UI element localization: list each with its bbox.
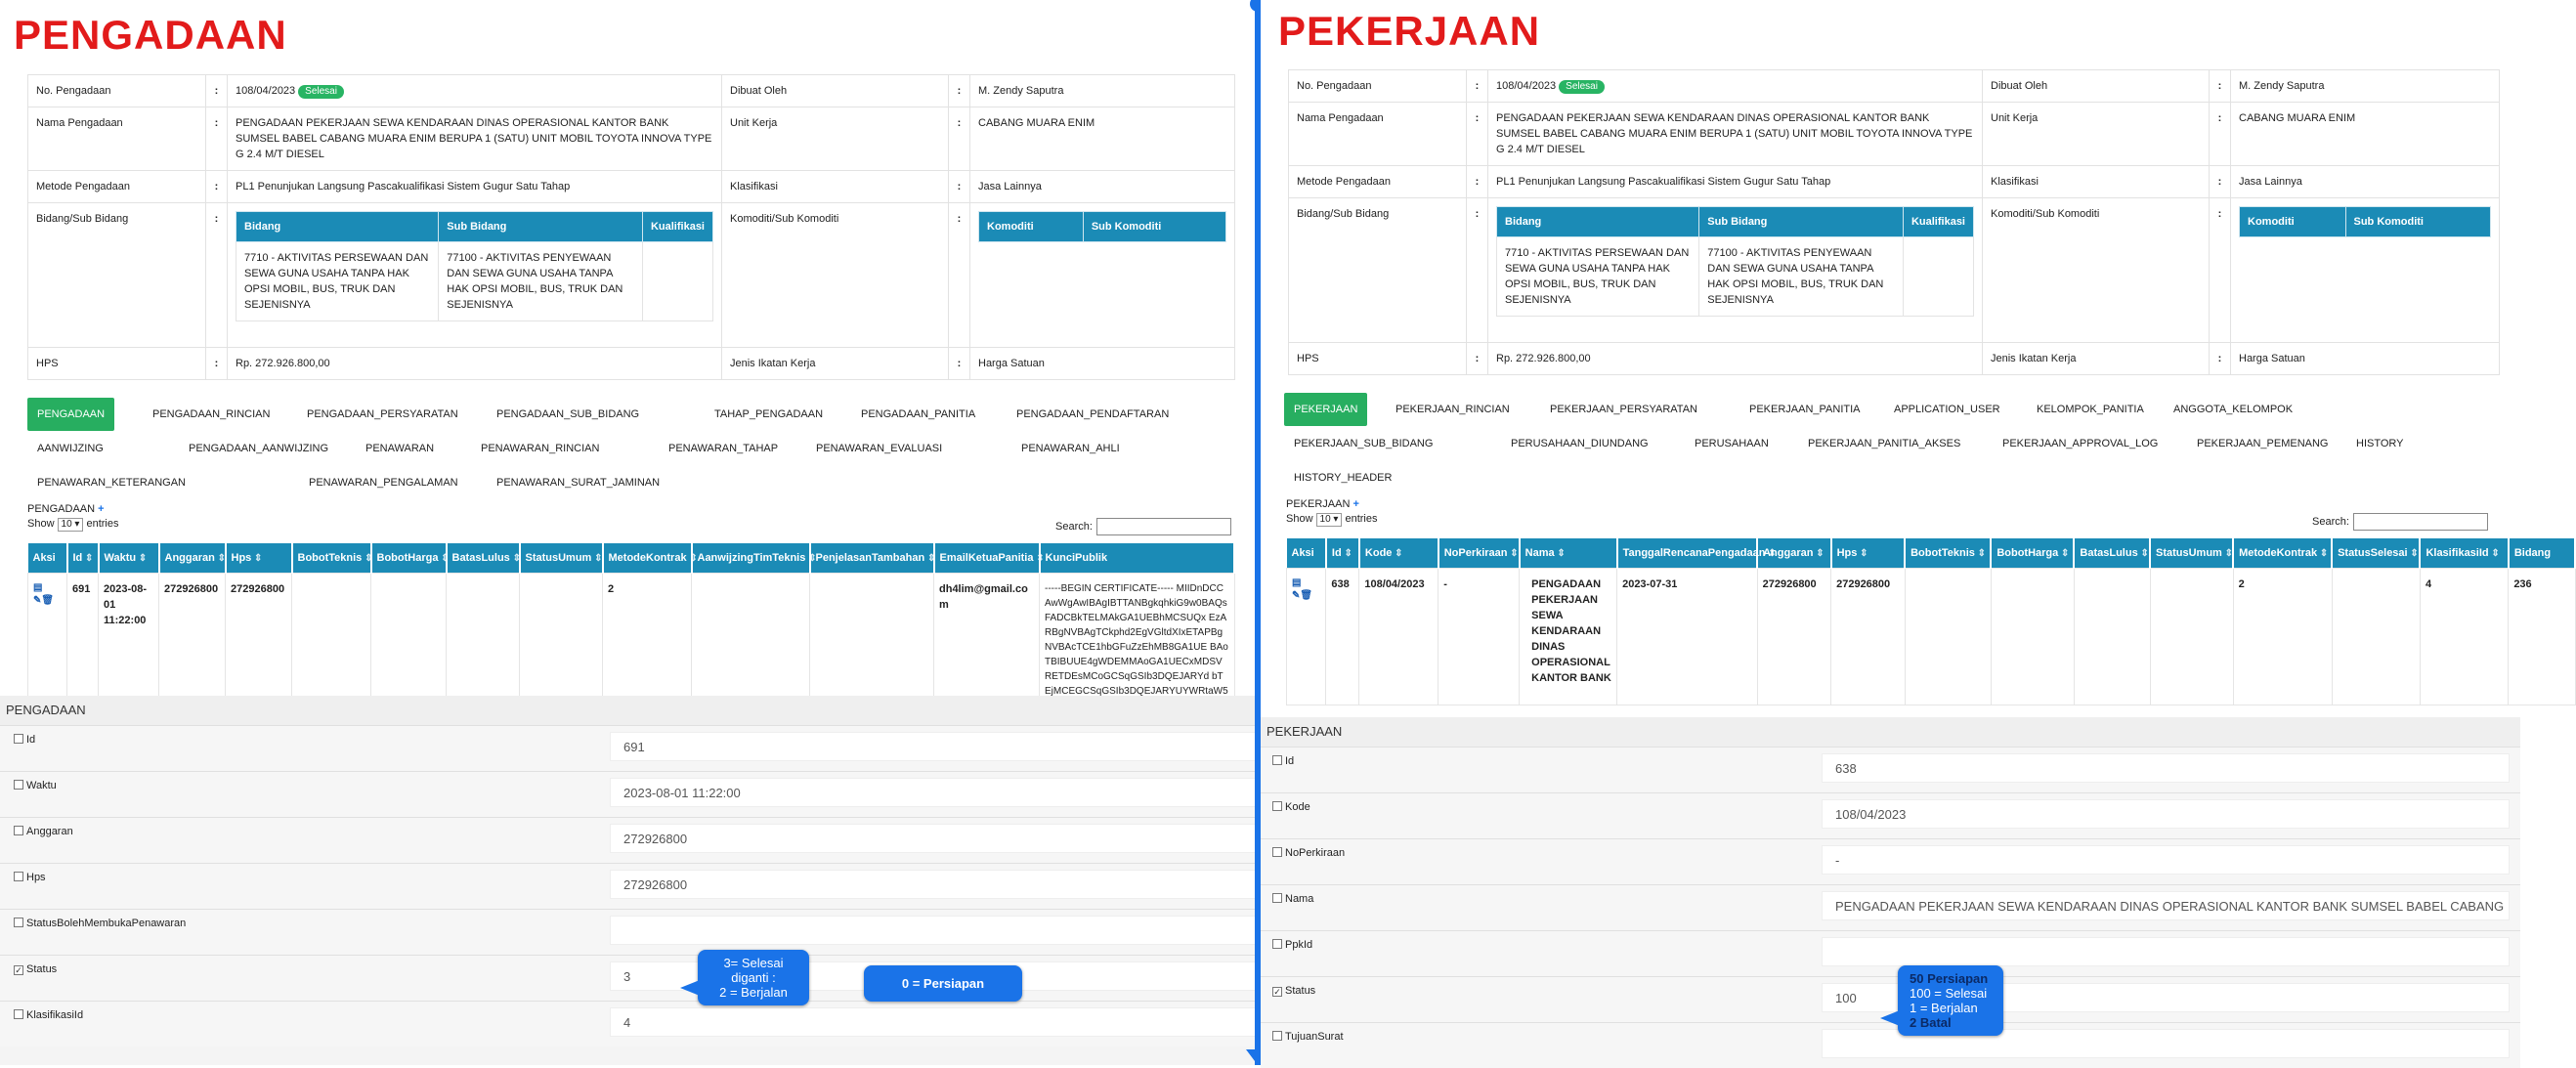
- column-header[interactable]: Anggaran ⇕: [1757, 538, 1830, 568]
- value: CABANG MUARA ENIM: [970, 107, 1235, 171]
- bidang-table: [1496, 206, 1974, 317]
- column-header: Aksi: [1287, 538, 1326, 568]
- cell: 4: [2420, 568, 2508, 705]
- tab-penawaran-surat-jaminan[interactable]: PENAWARAN_SURAT_JAMINAN: [496, 477, 661, 489]
- cell: -----BEGIN CERTIFICATE----- MIIDnDCCAwWgAwIBAgIBTTANBgkqhkiG9w0BAQsFADCBkTELMAkGA1UEBhMCSUQx EzARBgNVBAgTCkphd2EgVGltdXIxETAPBgNVBAcTCE1hbGFuZzEhMB8GA1UE BAoTBIBUUE4gWDEMMAoGA1UECxMDSVRETDEsMCoGCSqGSIb3DQEJARYd bTEjMCEGCSqGSIb3DQEJARYUYWRtaW5: [1040, 573, 1235, 750]
- cell: [1903, 237, 1973, 317]
- tab-penawaran-evaluasi[interactable]: PENAWARAN_EVALUASI: [816, 443, 943, 454]
- table-row: [1287, 568, 2576, 705]
- value: CABANG MUARA ENIM: [2231, 103, 2500, 166]
- field-checkbox[interactable]: [1272, 1031, 1282, 1041]
- column-header[interactable]: Hps ⇕: [226, 543, 292, 573]
- cell: [2332, 568, 2420, 705]
- left-panel-pengadaan: [0, 0, 1255, 1065]
- tab-pekerjaan-panitia-akses[interactable]: PEKERJAAN_PANITIA_AKSES: [1808, 438, 1961, 449]
- form-row: [1261, 930, 2520, 976]
- cell: 272926800: [1757, 568, 1830, 705]
- form-row: [0, 725, 1255, 771]
- cell: 236: [2509, 568, 2575, 705]
- tab-application-user[interactable]: APPLICATION_USER: [1894, 404, 2000, 415]
- field-label: Anggaran: [26, 826, 73, 837]
- field-label: Waktu: [26, 780, 57, 791]
- cell: dh4lim@gmail.com: [934, 573, 1040, 750]
- field-label: Status: [1285, 985, 1316, 997]
- field-input[interactable]: -: [1822, 845, 2510, 875]
- entries-label: entries: [1345, 513, 1378, 525]
- add-icon[interactable]: +: [98, 503, 105, 515]
- value: PL1 Penunjukan Langsung Pascakualifikasi Sistem Gugur Satu Tahap: [228, 171, 722, 203]
- field-checkbox[interactable]: [1272, 939, 1282, 949]
- tab-pengadaan-panitia[interactable]: PENGADAAN_PANITIA: [861, 408, 976, 420]
- field-input[interactable]: 4: [610, 1007, 1274, 1037]
- field-label: PpkId: [1285, 939, 1313, 951]
- column-header[interactable]: Waktu ⇕: [99, 543, 159, 573]
- cell: [2150, 568, 2233, 705]
- tab-pekerjaan-approval-log[interactable]: PEKERJAAN_APPROVAL_LOG: [2002, 438, 2159, 449]
- tab-pekerjaan-rincian[interactable]: PEKERJAAN_RINCIAN: [1395, 404, 1510, 415]
- search-label: Search:: [1055, 520, 1093, 533]
- annotation-callout: 3= Selesai diganti : 2 = Berjalan: [698, 950, 809, 1005]
- tab-kelompok-panitia[interactable]: KELOMPOK_PANITIA: [2037, 404, 2144, 415]
- edit-form: [0, 696, 1255, 1065]
- column-header[interactable]: BobotTeknis ⇕: [292, 543, 371, 573]
- tab-penawaran[interactable]: PENAWARAN: [365, 443, 435, 454]
- add-icon[interactable]: +: [1352, 498, 1359, 510]
- value: Rp. 272.926.800,00: [228, 348, 722, 380]
- column-header: Sub Bidang: [439, 212, 643, 242]
- tab-pengadaan-persyaratan[interactable]: PENGADAAN_PERSYARATAN: [307, 408, 458, 420]
- tab-pengadaan[interactable]: PENGADAAN: [27, 398, 114, 431]
- field-input[interactable]: 3: [610, 961, 1274, 991]
- cell: 108/04/2023: [1359, 568, 1438, 705]
- column-header[interactable]: Kode ⇕: [1359, 538, 1438, 568]
- cell: -: [1438, 568, 1520, 705]
- edit-icon[interactable]: ✎: [1292, 589, 1301, 601]
- column-header[interactable]: Id ⇕: [67, 543, 99, 573]
- search-label: Search:: [2312, 515, 2349, 528]
- label: Dibuat Oleh: [722, 75, 949, 107]
- value: PL1 Penunjukan Langsung Pascakualifikasi Sistem Gugur Satu Tahap: [1488, 166, 1983, 198]
- label: Jenis Ikatan Kerja: [722, 348, 949, 380]
- column-header[interactable]: StatusSelesai ⇕: [2332, 538, 2420, 568]
- right-panel-pekerjaan: [1261, 0, 2552, 1065]
- cell: 691: [67, 573, 99, 750]
- column-header[interactable]: Bidang: [2509, 538, 2575, 568]
- tab-anggota-kelompok[interactable]: ANGGOTA_KELOMPOK: [2173, 404, 2294, 415]
- field-input[interactable]: [1822, 937, 2510, 966]
- tab-pekerjaan[interactable]: PEKERJAAN: [1284, 393, 1367, 426]
- search-input[interactable]: [2353, 513, 2488, 531]
- value: PENGADAAN PEKERJAAN SEWA KENDARAAN DINAS OPERASIONAL KANTOR BANK SUMSEL BABEL CABANG MUARA ENIM BERUPA 1 (SATU) UNIT MOBIL TOYOTA INNOVA TYPE G 2.4 M/T DIESEL: [1488, 103, 1983, 166]
- field-checkbox[interactable]: [14, 826, 23, 835]
- form-row: [0, 771, 1255, 817]
- value: M. Zendy Saputra: [970, 75, 1235, 107]
- cell: 2: [2233, 568, 2332, 705]
- komoditi-table: [2239, 206, 2491, 237]
- value: Harga Satuan: [970, 348, 1235, 380]
- tab-pengadaan-aanwijzing[interactable]: PENGADAAN_AANWIJZING: [189, 443, 329, 454]
- form-row: [0, 955, 1255, 1001]
- label: Metode Pengadaan: [1289, 166, 1467, 198]
- status-badge: Selesai: [298, 85, 344, 99]
- column-header: Sub Komoditi: [2345, 207, 2491, 237]
- column-header: Aksi: [28, 543, 67, 573]
- cell: [2074, 568, 2150, 705]
- tab-pengadaan-sub-bidang[interactable]: PENGADAAN_SUB_BIDANG: [496, 408, 640, 420]
- cell: 638: [1326, 568, 1359, 705]
- cell: 7710 - AKTIVITAS PERSEWAAN DAN SEWA GUNA USAHA TANPA HAK OPSI MOBIL, BUS, TRUK DAN SEJENISNYA: [1497, 237, 1699, 317]
- tab-penawaran-ahli[interactable]: PENAWARAN_AHLI: [1021, 443, 1120, 454]
- tab-history[interactable]: HISTORY: [2356, 438, 2404, 449]
- column-header[interactable]: BatasLulus ⇕: [447, 543, 520, 573]
- label: No. Pengadaan: [1289, 70, 1467, 103]
- label: No. Pengadaan: [28, 75, 206, 107]
- cell: PENGADAAN PEKERJAAN SEWA KENDARAAN DINAS OPERASIONAL KANTOR BANK: [1520, 568, 1617, 705]
- column-header[interactable]: AanwijzingTimTeknis ⇕: [692, 543, 810, 573]
- form-row: [1261, 792, 2520, 838]
- column-header[interactable]: BobotHarga ⇕: [371, 543, 447, 573]
- value: Harga Satuan: [2231, 343, 2500, 375]
- cell: [1905, 568, 1991, 705]
- field-checkbox[interactable]: [14, 1009, 23, 1019]
- entries-select[interactable]: 10 ▾: [1316, 513, 1343, 527]
- entries-select[interactable]: 10 ▾: [58, 518, 84, 532]
- tab-tahap-pengadaan[interactable]: TAHAP_PENGADAAN: [714, 408, 824, 420]
- cell: 2023-07-31: [1617, 568, 1758, 705]
- value: 108/04/2023: [1496, 80, 1557, 92]
- field-input[interactable]: [610, 916, 1274, 945]
- field-label: Status: [26, 963, 58, 975]
- panel-title: PENGADAAN: [14, 12, 287, 58]
- value: PENGADAAN PEKERJAAN SEWA KENDARAAN DINAS OPERASIONAL KANTOR BANK SUMSEL BABEL CABANG MUARA ENIM BERUPA 1 (SATU) UNIT MOBIL TOYOTA INNOVA TYPE G 2.4 M/T DIESEL: [228, 107, 722, 171]
- label: Dibuat Oleh: [1983, 70, 2210, 103]
- tab-history-header[interactable]: HISTORY_HEADER: [1294, 472, 1393, 484]
- komoditi-table: [978, 211, 1226, 242]
- field-input[interactable]: 638: [1822, 753, 2510, 783]
- field-checkbox[interactable]: [1272, 801, 1282, 811]
- value: Jasa Lainnya: [2231, 166, 2500, 198]
- label: Bidang/Sub Bidang: [28, 203, 206, 348]
- column-header: Bidang: [1497, 207, 1699, 237]
- tab-penawaran-pengalaman[interactable]: PENAWARAN_PENGALAMAN: [309, 477, 458, 489]
- field-checkbox[interactable]: [1272, 755, 1282, 765]
- column-header[interactable]: BobotTeknis ⇕: [1905, 538, 1991, 568]
- column-header[interactable]: KlasifikasiId ⇕: [2420, 538, 2508, 568]
- column-header: Kualifikasi: [1903, 207, 1973, 237]
- column-header: Kualifikasi: [642, 212, 712, 242]
- show-label: Show: [1286, 513, 1313, 525]
- view-icon[interactable]: ▤: [1292, 577, 1302, 588]
- column-header: Komoditi: [2240, 207, 2346, 237]
- field-label: StatusBolehMembukaPenawaran: [26, 918, 187, 929]
- cell: 7710 - AKTIVITAS PERSEWAAN DAN SEWA GUNA USAHA TANPA HAK OPSI MOBIL, BUS, TRUK DAN SEJENISNYA: [236, 242, 439, 321]
- field-checkbox-checked[interactable]: ✓: [15, 965, 22, 975]
- field-label: KlasifikasiId: [26, 1009, 84, 1021]
- field-checkbox[interactable]: [14, 872, 23, 881]
- entries-label: entries: [86, 518, 119, 530]
- field-label: Id: [26, 734, 36, 746]
- field-label: Hps: [26, 872, 46, 883]
- field-label: Id: [1285, 755, 1295, 767]
- column-header[interactable]: Hps ⇕: [1831, 538, 1905, 568]
- annotation-callout: 50 Persiapan 100 = Selesai 1 = Berjalan 2 Batal: [1898, 965, 2003, 1036]
- label: Bidang/Sub Bidang: [1289, 198, 1467, 343]
- field-checkbox[interactable]: [14, 780, 23, 790]
- form-row: [1261, 1022, 2520, 1068]
- field-input[interactable]: 108/04/2023: [1822, 799, 2510, 829]
- label: HPS: [1289, 343, 1467, 375]
- tab-penawaran-tahap[interactable]: PENAWARAN_TAHAP: [668, 443, 779, 454]
- form-row: [1261, 838, 2520, 884]
- tab-penawaran-keterangan[interactable]: PENAWARAN_KETERANGAN: [37, 477, 186, 489]
- tab-penawaran-rincian[interactable]: PENAWARAN_RINCIAN: [481, 443, 600, 454]
- cell: 272926800: [1831, 568, 1905, 705]
- column-header[interactable]: Id ⇕: [1326, 538, 1359, 568]
- form-row: [1261, 884, 2520, 930]
- tab-pekerjaan-sub-bidang[interactable]: PEKERJAAN_SUB_BIDANG: [1294, 438, 1434, 449]
- list-title: PEKERJAAN: [1286, 498, 1351, 510]
- cell: 272926800: [226, 573, 292, 750]
- view-icon[interactable]: ▤: [33, 581, 43, 593]
- tab-pekerjaan-persyaratan[interactable]: PEKERJAAN_PERSYARATAN: [1550, 404, 1697, 415]
- column-header: Bidang: [236, 212, 439, 242]
- column-header[interactable]: Anggaran ⇕: [159, 543, 226, 573]
- tab-pekerjaan-panitia[interactable]: PEKERJAAN_PANITIA: [1749, 404, 1861, 415]
- column-header[interactable]: PenjelasanTambahan ⇕: [810, 543, 934, 573]
- label: Klasifikasi: [722, 171, 949, 203]
- column-header[interactable]: KunciPublik: [1040, 543, 1235, 573]
- column-header[interactable]: MetodeKontrak ⇕: [603, 543, 692, 573]
- column-header[interactable]: Nama ⇕: [1520, 538, 1617, 568]
- form-row: [0, 1001, 1255, 1047]
- column-header[interactable]: TanggalRencanaPengadaan ⇕: [1617, 538, 1758, 568]
- field-checkbox[interactable]: [1272, 847, 1282, 857]
- tab-perusahaan[interactable]: PERUSAHAAN: [1695, 438, 1769, 449]
- field-label: TujuanSurat: [1285, 1031, 1344, 1043]
- field-label: NoPerkiraan: [1285, 847, 1346, 859]
- form-title: PENGADAAN: [0, 696, 1255, 725]
- cell: 77100 - AKTIVITAS PENYEWAAN DAN SEWA GUNA USAHA TANPA HAK OPSI MOBIL, BUS, TRUK DAN SEJENISNYA: [1699, 237, 1904, 317]
- form-row: [0, 817, 1255, 863]
- search-input[interactable]: [1096, 518, 1231, 535]
- status-badge: Selesai: [1559, 80, 1605, 94]
- detail-table: No. Pengadaan : 108/04/2023 Selesai Dibuat Oleh : M. Zendy Saputra Nama Pengadaan : PENGADAAN PEKERJAAN SEWA KENDARAAN DINAS OPERASIONAL KANTOR BANK SUMSEL BABEL CABANG MUARA ENIM BERUPA 1 (SATU) UNIT MOBIL TOYOTA INNOVA TYPE G 2.4 M/T DIESEL Unit Kerja : CABANG MUARA ENIM Metode Pengadaan : PL1 Penunjukan Langsung Pascakualifikasi Sistem Gugur Satu Tahap Klasifikasi : Jasa Lainnya Bidang/Sub Bidang : Bidang Sub Bidang Kualifikasi 7710 - AKTIVITAS PERSEWAAN DAN SEWA GUNA USAHA TANPA HAK OPSI MOBIL, BUS, TRUK DAN SEJENISNYA 77100 - AKTIVITAS PENYEWAAN DAN SEWA GUNA USAHA TANPA HAK OPSI MOBIL, BUS, TRUK DAN SEJENISNYA Komoditi/Sub Komoditi : Komoditi Sub Komoditi HPS : Rp. 272.926.800,00 Jenis Ikatan Kerja : Harga Satuan: [27, 74, 1235, 380]
- column-header[interactable]: StatusUmum ⇕: [520, 543, 603, 573]
- tab-pengadaan-rincian[interactable]: PENGADAAN_RINCIAN: [152, 408, 271, 420]
- field-checkbox[interactable]: [1272, 893, 1282, 903]
- label: Jenis Ikatan Kerja: [1983, 343, 2210, 375]
- tab-pengadaan-pendaftaran[interactable]: PENGADAAN_PENDAFTARAN: [1016, 408, 1170, 420]
- tab-aanwijzing[interactable]: AANWIJZING: [37, 443, 104, 454]
- column-header[interactable]: BobotHarga ⇕: [1991, 538, 2074, 568]
- delete-icon[interactable]: 🗑: [41, 594, 55, 606]
- column-header[interactable]: NoPerkiraan ⇕: [1438, 538, 1520, 568]
- annotation-callout: 0 = Persiapan: [864, 965, 1022, 1002]
- field-checkbox-checked[interactable]: ✓: [1273, 987, 1281, 997]
- tab-pekerjaan-pemenang[interactable]: PEKERJAAN_PEMENANG: [2197, 438, 2329, 449]
- form-title: PEKERJAAN: [1261, 717, 2520, 747]
- field-checkbox[interactable]: [14, 734, 23, 744]
- value: Rp. 272.926.800,00: [1488, 343, 1983, 375]
- field-input[interactable]: 691: [610, 732, 1274, 761]
- column-header[interactable]: EmailKetuaPanitia ⇕: [934, 543, 1040, 573]
- field-input[interactable]: 272926800: [610, 870, 1274, 899]
- label: Komoditi/Sub Komoditi: [1983, 198, 2210, 343]
- label: Klasifikasi: [1983, 166, 2210, 198]
- label: Unit Kerja: [1983, 103, 2210, 166]
- form-row: [0, 863, 1255, 909]
- field-label: Nama: [1285, 893, 1314, 905]
- label: Metode Pengadaan: [28, 171, 206, 203]
- detail-table: No. Pengadaan : 108/04/2023 Selesai Dibuat Oleh : M. Zendy Saputra Nama Pengadaan : PENGADAAN PEKERJAAN SEWA KENDARAAN DINAS OPERASIONAL KANTOR BANK SUMSEL BABEL CABANG MUARA ENIM BERUPA 1 (SATU) UNIT MOBIL TOYOTA INNOVA TYPE G 2.4 M/T DIESEL Unit Kerja : CABANG MUARA ENIM Metode Pengadaan : PL1 Penunjukan Langsung Pascakualifikasi Sistem Gugur Satu Tahap Klasifikasi : Jasa Lainnya Bidang/Sub Bidang : Bidang Sub Bidang Kualifikasi 7710 - AKTIVITAS PERSEWAAN DAN SEWA GUNA USAHA TANPA HAK OPSI MOBIL, BUS, TRUK DAN SEJENISNYA 77100 - AKTIVITAS PENYEWAAN DAN SEWA GUNA USAHA TANPA HAK OPSI MOBIL, BUS, TRUK DAN SEJENISNYA Komoditi/Sub Komoditi : Komoditi Sub Komoditi HPS : Rp. 272.926.800,00 Jenis Ikatan Kerja : Harga Satuan: [1288, 69, 2500, 375]
- value: M. Zendy Saputra: [2231, 70, 2500, 103]
- column-header: Sub Bidang: [1699, 207, 1904, 237]
- field-input[interactable]: 272926800: [610, 824, 1274, 853]
- cell: 272926800: [159, 573, 226, 750]
- form-row: [1261, 747, 2520, 792]
- label: Komoditi/Sub Komoditi: [722, 203, 949, 348]
- cell: [1991, 568, 2074, 705]
- column-header[interactable]: MetodeKontrak ⇕: [2233, 538, 2332, 568]
- column-header[interactable]: BatasLulus ⇕: [2074, 538, 2150, 568]
- cell: 2023-08-01 11:22:00: [99, 573, 159, 750]
- field-label: Kode: [1285, 801, 1310, 813]
- label: Nama Pengadaan: [28, 107, 206, 171]
- value: Jasa Lainnya: [970, 171, 1235, 203]
- value: 108/04/2023: [236, 85, 296, 97]
- field-checkbox[interactable]: [14, 918, 23, 927]
- cell: 2: [603, 573, 692, 750]
- data-table: [1286, 538, 2576, 705]
- tab-bar: [27, 398, 1235, 500]
- tab-bar: [1284, 393, 2496, 495]
- field-input[interactable]: 2023-08-01 11:22:00: [610, 778, 1274, 807]
- field-input[interactable]: 100: [1822, 983, 2510, 1012]
- field-input[interactable]: PENGADAAN PEKERJAAN SEWA KENDARAAN DINAS OPERASIONAL KANTOR BANK SUMSEL BABEL CABANG: [1822, 891, 2510, 920]
- bidang-table: [236, 211, 713, 321]
- list-title: PENGADAAN: [27, 503, 96, 515]
- column-header: Komoditi: [979, 212, 1084, 242]
- form-row: [0, 909, 1255, 955]
- show-label: Show: [27, 518, 55, 530]
- tab-perusahaan-diundang[interactable]: PERUSAHAAN_DIUNDANG: [1511, 438, 1649, 449]
- column-header: Sub Komoditi: [1083, 212, 1225, 242]
- label: Unit Kerja: [722, 107, 949, 171]
- column-header[interactable]: StatusUmum ⇕: [2150, 538, 2233, 568]
- panel-title: PEKERJAAN: [1278, 8, 1541, 54]
- delete-icon[interactable]: 🗑: [1300, 589, 1313, 601]
- cell: 77100 - AKTIVITAS PENYEWAAN DAN SEWA GUNA USAHA TANPA HAK OPSI MOBIL, BUS, TRUK DAN SEJENISNYA: [439, 242, 643, 321]
- cell: [642, 242, 712, 321]
- edit-icon[interactable]: ✎: [33, 594, 42, 606]
- label: HPS: [28, 348, 206, 380]
- label: Nama Pengadaan: [1289, 103, 1467, 166]
